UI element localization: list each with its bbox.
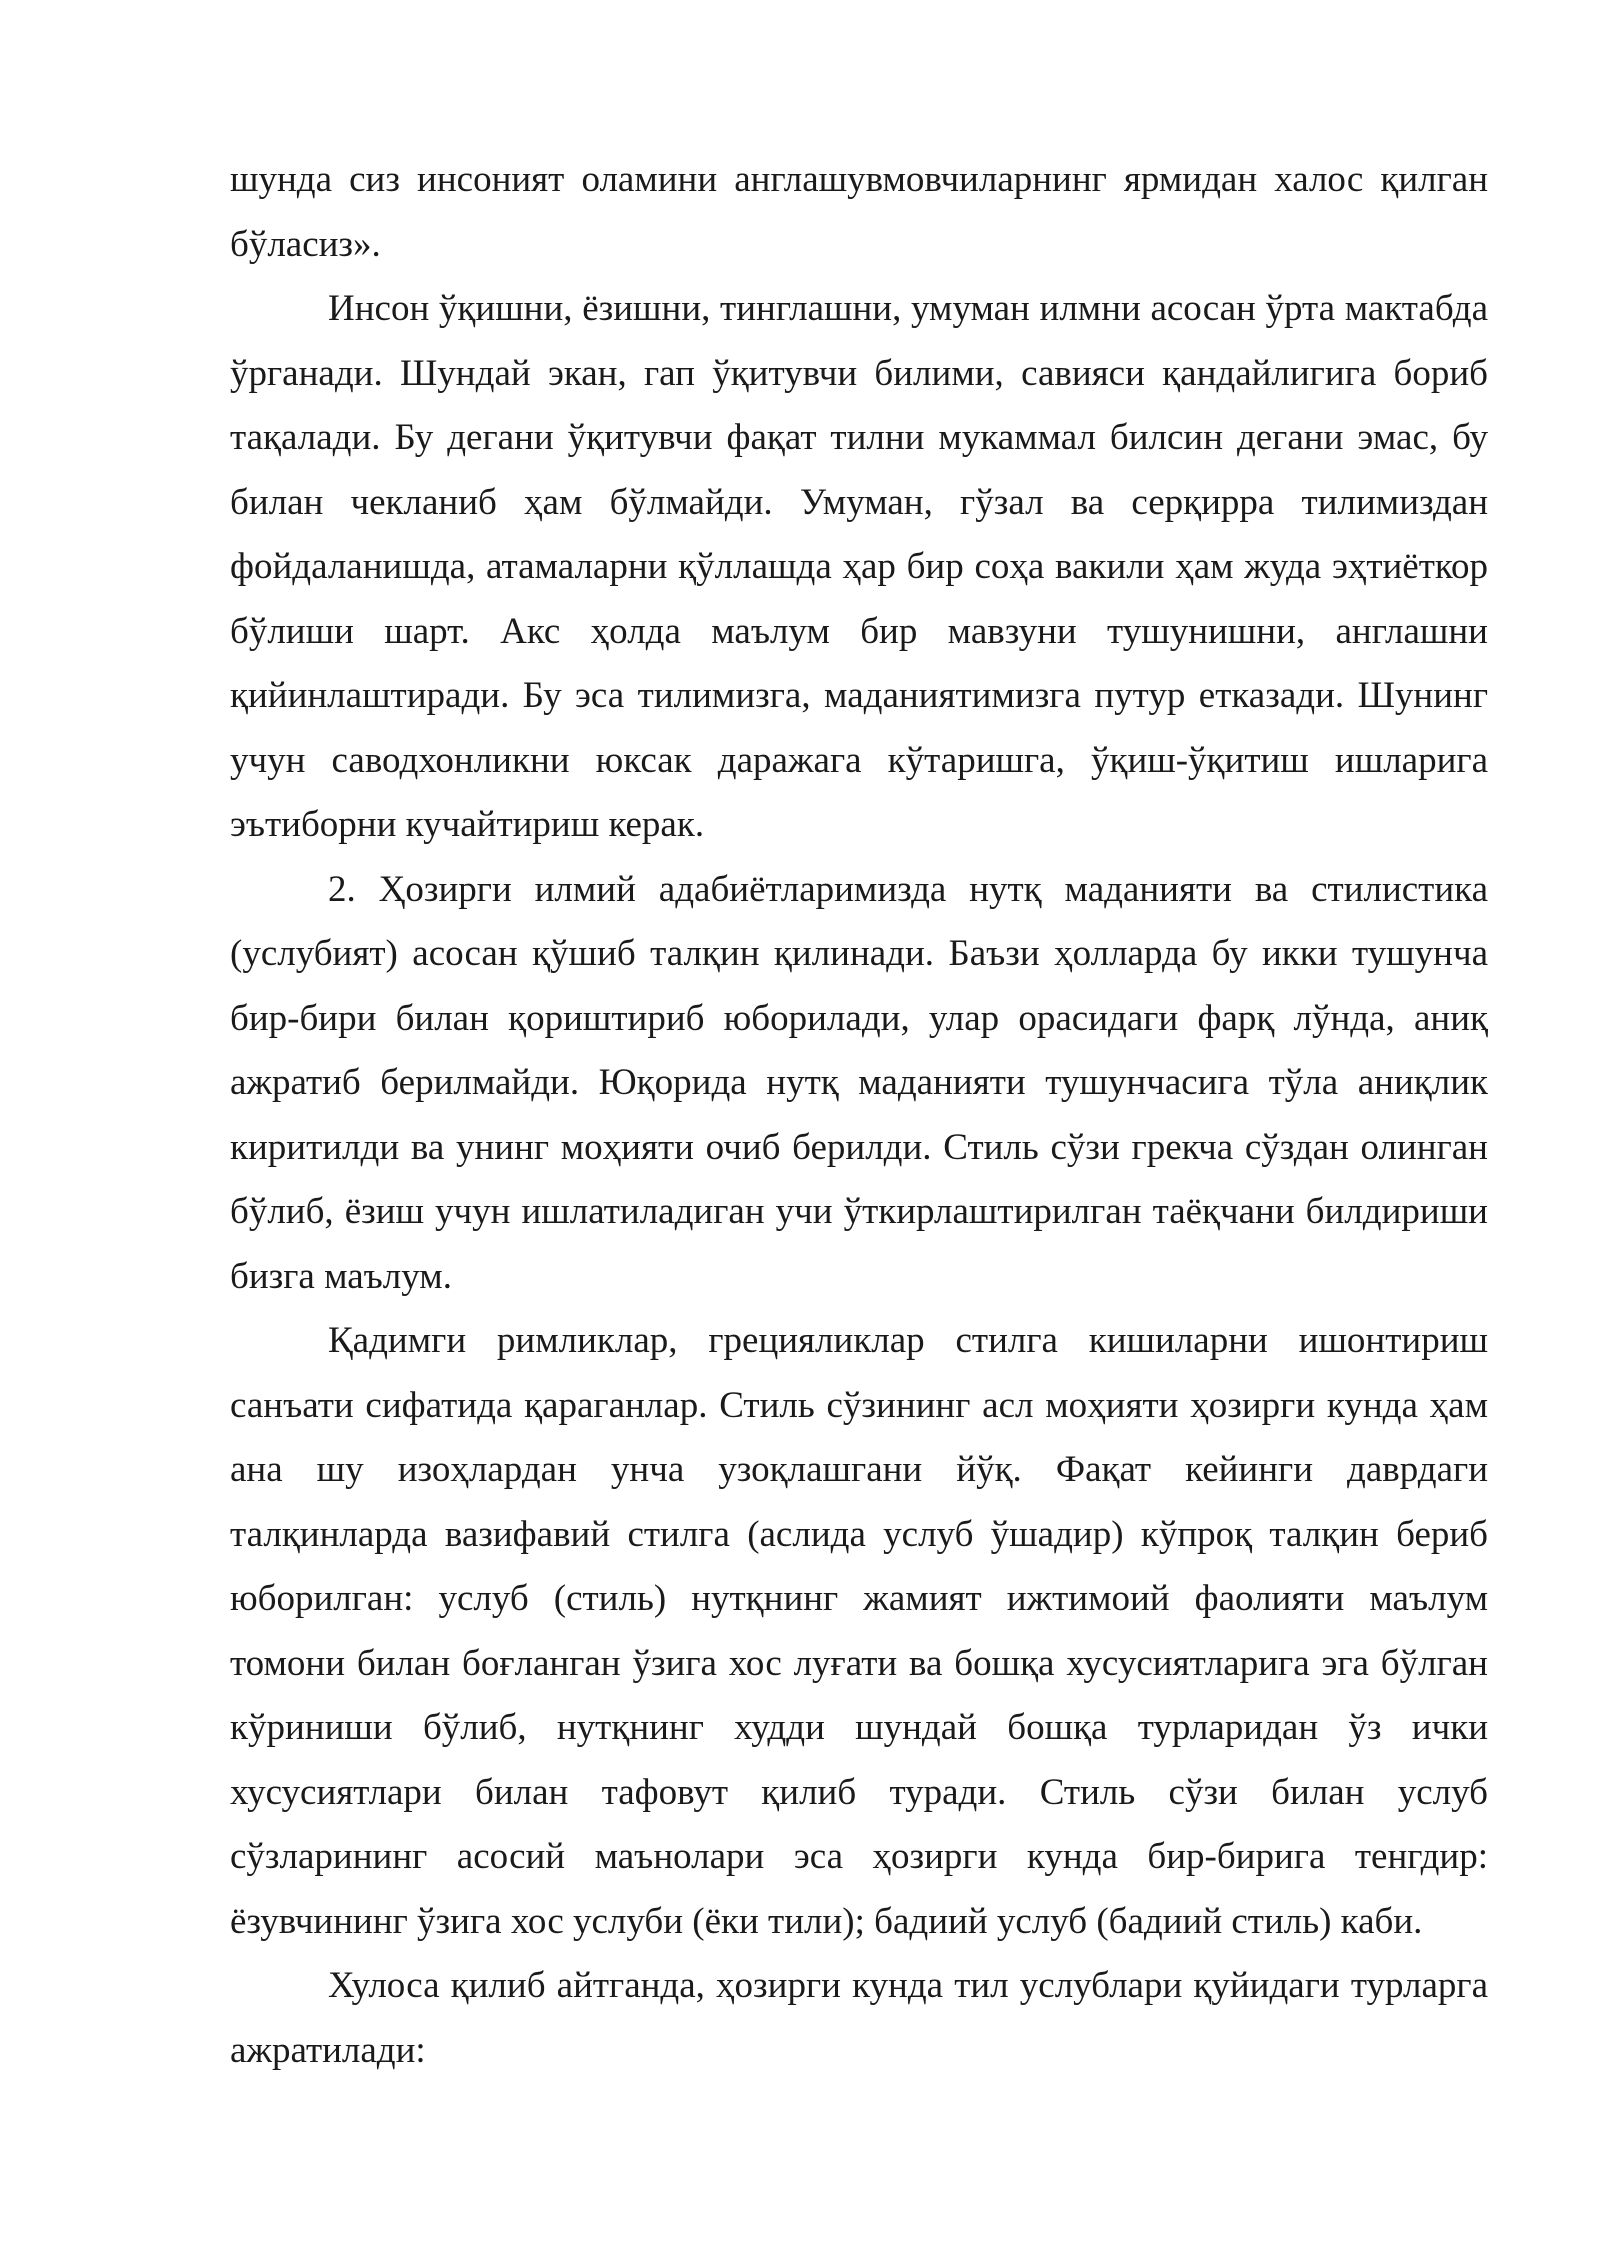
body-text bbox=[230, 148, 1488, 2083]
paragraph-style-history: Қадимги римликлар, грецияликлар стилга кишиларни ишонтириш санъати сифатида қараганлар. Стиль сўзининг асл моҳияти ҳозирги кунда ҳам ана шу изоҳлардан унча узоқлашгани йўқ. Фақат кейинги даврдаги талқинларда вазифавий стилга (аслида услуб ўшадир) кўпроқ талқин бериб юборилган: услуб (стиль) нутқнинг жамият ижтимоий фаолияти маълум томони билан боғланган ўзига хос луғати ва бошқа хусусиятларига эга бўлган кўриниши бўлиб, нутқнинг худди шундай бошқа турларидан ўз ички хусусиятлари билан тафовут қилиб туради. Стиль сўзи билан услуб сўзларининг асосий маънолари эса ҳозирги кунда бир-бирига тенгдир: ёзувчининг ўзига хос услуби (ёки тили); бадиий услуб (бадиий стиль) каби. bbox=[230, 1320, 1488, 1942]
paragraph-conclusion: Хулоса қилиб айтганда, ҳозирги кунда тил услублари қуйидаги турларга ажратилади: bbox=[230, 1965, 1488, 2071]
paragraph-continuation: шунда сиз инсоният оламини англашувмовчиларнинг ярмидан халос қилган бўласиз». bbox=[230, 159, 1488, 265]
paragraph-education: Инсон ўқишни, ёзишни, тинглашни, умуман илмни асосан ўрта мактабда ўрганади. Шундай экан, гап ўқитувчи билими, савияси қандайлигига бориб тақалади. Бу дегани ўқитувчи фақат тилни мукаммал билсин дегани эмас, бу билан чекланиб ҳам бўлмайди. Умуман, гўзал ва серқирра тилимиздан фойдаланишда, атамаларни қўллашда ҳар бир соҳа вакили ҳам жуда эҳтиёткор бўлиши шарт. Акс ҳолда маълум бир мавзуни тушунишни, англашни қийинлаштиради. Бу эса тилимизга, маданиятимизга путур етказади. Шунинг учун саводхонликни юксак даражага кўтаришга, ўқиш-ўқитиш ишларига эътиборни кучайтириш керак. bbox=[230, 288, 1488, 845]
paragraph-speech-culture-stylistics: 2. Ҳозирги илмий адабиётларимизда нутқ маданияти ва стилистика (услубият) асосан қўшиб талқин қилинади. Баъзи ҳолларда бу икки тушунча бир-бири билан қориштириб юборилади, улар орасидаги фарқ лўнда, аниқ ажратиб берилмайди. Юқорида нутқ маданияти тушунчасига тўла аниқлик киритилди ва унинг моҳияти очиб берилди. Стиль сўзи грекча сўздан олинган бўлиб, ёзиш учун ишлатиладиган учи ўткирлаштирилган таёқчани билдириши бизга маълум. bbox=[230, 868, 1488, 1297]
